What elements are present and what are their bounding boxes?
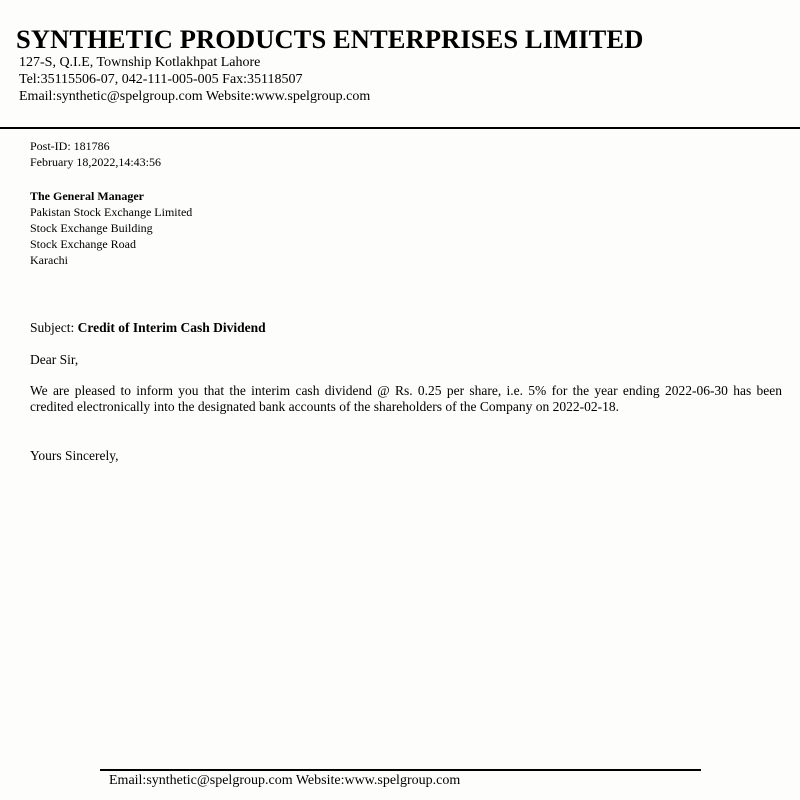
footer-email-website: Email:synthetic@spelgroup.com Website:www.spelgroup.com — [109, 773, 461, 788]
recipient-line: Pakistan Stock Exchange Limited — [30, 205, 193, 219]
company-name: SYNTHETIC PRODUCTS ENTERPRISES LIMITED — [16, 24, 644, 54]
body-paragraph: We are pleased to inform you that the interim cash dividend @ Rs. 0.25 per share, i.e. 5% for the year ending 2022-06-30 has been credited electronically into the designated bank accounts of the shareholders of the Company on 2022-02-18. — [30, 383, 782, 414]
recipient-name: The General Manager — [30, 189, 144, 203]
recipient-address — [30, 188, 192, 268]
company-email-website: Email:synthetic@spelgroup.com Website:www.spelgroup.com — [19, 89, 371, 104]
letterhead-contact — [19, 54, 370, 105]
post-id: Post-ID: 181786 — [30, 139, 110, 153]
footer-divider — [100, 769, 701, 771]
subject-text: Credit of Interim Cash Dividend — [77, 320, 266, 335]
company-address: 127-S, Q.I.E, Township Kotlakhpat Lahore — [19, 55, 261, 70]
closing: Yours Sincerely, — [30, 448, 119, 463]
post-datetime: February 18,2022,14:43:56 — [30, 155, 161, 169]
recipient-line: Stock Exchange Road — [30, 237, 136, 251]
recipient-line: Karachi — [30, 253, 68, 267]
subject-line — [30, 319, 266, 336]
salutation: Dear Sir, — [30, 352, 79, 367]
subject-label: Subject: — [30, 320, 75, 335]
company-phone-fax: Tel:35115506-07, 042-111-005-005 Fax:35118507 — [19, 72, 303, 87]
post-meta — [30, 138, 161, 170]
header-divider — [0, 127, 800, 129]
recipient-line: Stock Exchange Building — [30, 221, 153, 235]
